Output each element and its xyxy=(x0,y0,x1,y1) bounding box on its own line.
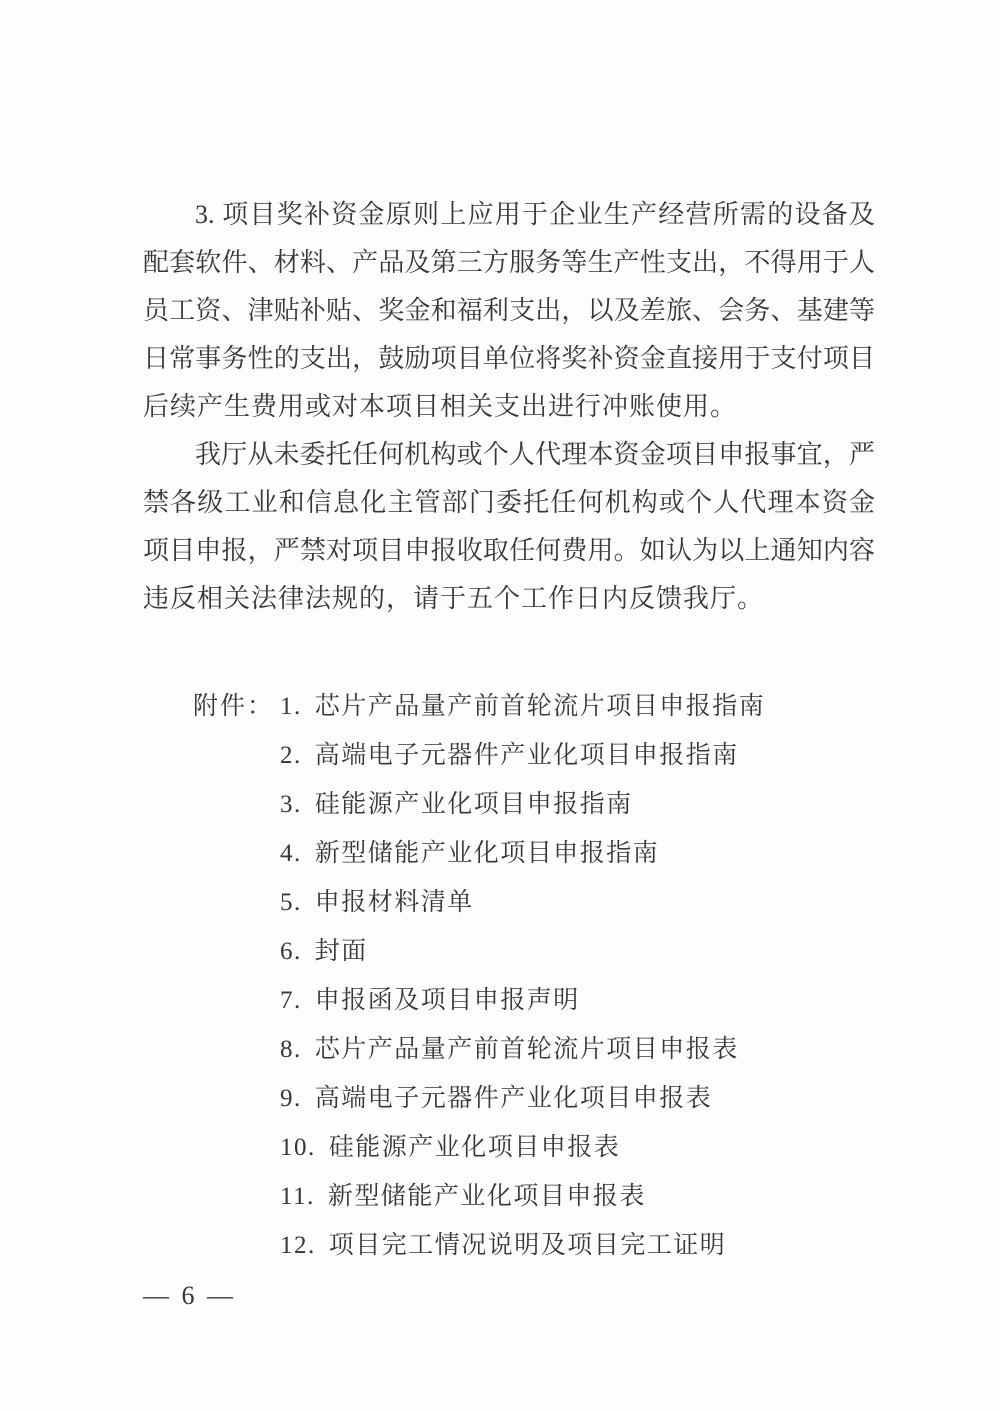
paragraph-line: 日常事务性的支出，鼓励项目单位将奖补资金直接用于支付项目 xyxy=(143,344,875,373)
attachment-item xyxy=(193,1221,875,1270)
attachment-item xyxy=(193,878,875,927)
paragraph-line: 3. 项目奖补资金原则上应用于企业生产经营所需的设备及 xyxy=(195,200,875,229)
attachment-number: 4. xyxy=(280,840,302,867)
paragraph-line: 违反相关法律法规的，请于五个工作日内反馈我厅。 xyxy=(143,584,765,613)
attachment-item xyxy=(193,1025,875,1074)
attachment-item xyxy=(193,1172,875,1221)
attachment-number: 2. xyxy=(280,742,302,769)
attachment-title: 高端电子元器件产业化项目申报指南 xyxy=(314,742,739,769)
attachment-title: 申报函及项目申报声明 xyxy=(314,987,580,1014)
attachment-number: 9. xyxy=(280,1085,302,1112)
attachment-title: 硅能源产业化项目申报指南 xyxy=(314,791,633,818)
attachment-number: 11. xyxy=(280,1183,315,1210)
document-body xyxy=(143,191,875,1270)
paragraph-line: 配套软件、材料、产品及第三方服务等生产性支出，不得用于人 xyxy=(143,248,875,277)
paragraph-funding-rules xyxy=(143,191,875,431)
attachment-number: 7. xyxy=(280,987,302,1014)
attachment-item xyxy=(193,731,875,780)
attachments-label: 附件： xyxy=(193,693,275,720)
attachment-item xyxy=(193,780,875,829)
attachment-number: 3. xyxy=(280,791,302,818)
attachment-title: 申报材料清单 xyxy=(314,889,474,916)
attachment-number: 12. xyxy=(280,1232,316,1259)
attachment-item xyxy=(193,927,875,976)
paragraph-line: 项目申报，严禁对项目申报收取任何费用。如认为以上通知内容 xyxy=(143,536,875,565)
paragraph-line: 员工资、津贴补贴、奖金和福利支出，以及差旅、会务、基建等 xyxy=(143,296,875,325)
attachment-title: 项目完工情况说明及项目完工证明 xyxy=(328,1232,727,1259)
attachment-number: 5. xyxy=(280,889,302,916)
paragraph-line: 我厅从未委托任何机构或个人代理本资金项目申报事宜，严 xyxy=(195,440,875,469)
attachment-item xyxy=(193,682,875,731)
attachment-title: 硅能源产业化项目申报表 xyxy=(328,1134,621,1161)
attachment-item xyxy=(193,829,875,878)
page-number: — 6 — xyxy=(143,1281,236,1310)
attachment-number: 6. xyxy=(280,938,302,965)
paragraph-line: 禁各级工业和信息化主管部门委托任何机构或个人代理本资金 xyxy=(143,488,875,517)
attachment-number: 8. xyxy=(280,1036,302,1063)
attachment-title: 芯片产品量产前首轮流片项目申报表 xyxy=(314,1036,739,1063)
paragraph-agency-disclaimer xyxy=(143,431,875,623)
attachment-number: 1. xyxy=(280,693,302,720)
attachment-number: 10. xyxy=(280,1134,316,1161)
attachment-title: 新型储能产业化项目申报表 xyxy=(327,1183,646,1210)
attachment-title: 芯片产品量产前首轮流片项目申报指南 xyxy=(314,693,766,720)
attachment-item xyxy=(193,1074,875,1123)
attachment-title: 封面 xyxy=(314,938,368,965)
attachment-item xyxy=(193,1123,875,1172)
paragraph-line: 后续产生费用或对本项目相关支出进行冲账使用。 xyxy=(143,392,738,421)
attachment-title: 高端电子元器件产业化项目申报表 xyxy=(314,1085,713,1112)
attachment-title: 新型储能产业化项目申报指南 xyxy=(314,840,660,867)
attachment-item xyxy=(193,976,875,1025)
attachment-list xyxy=(193,682,875,1270)
